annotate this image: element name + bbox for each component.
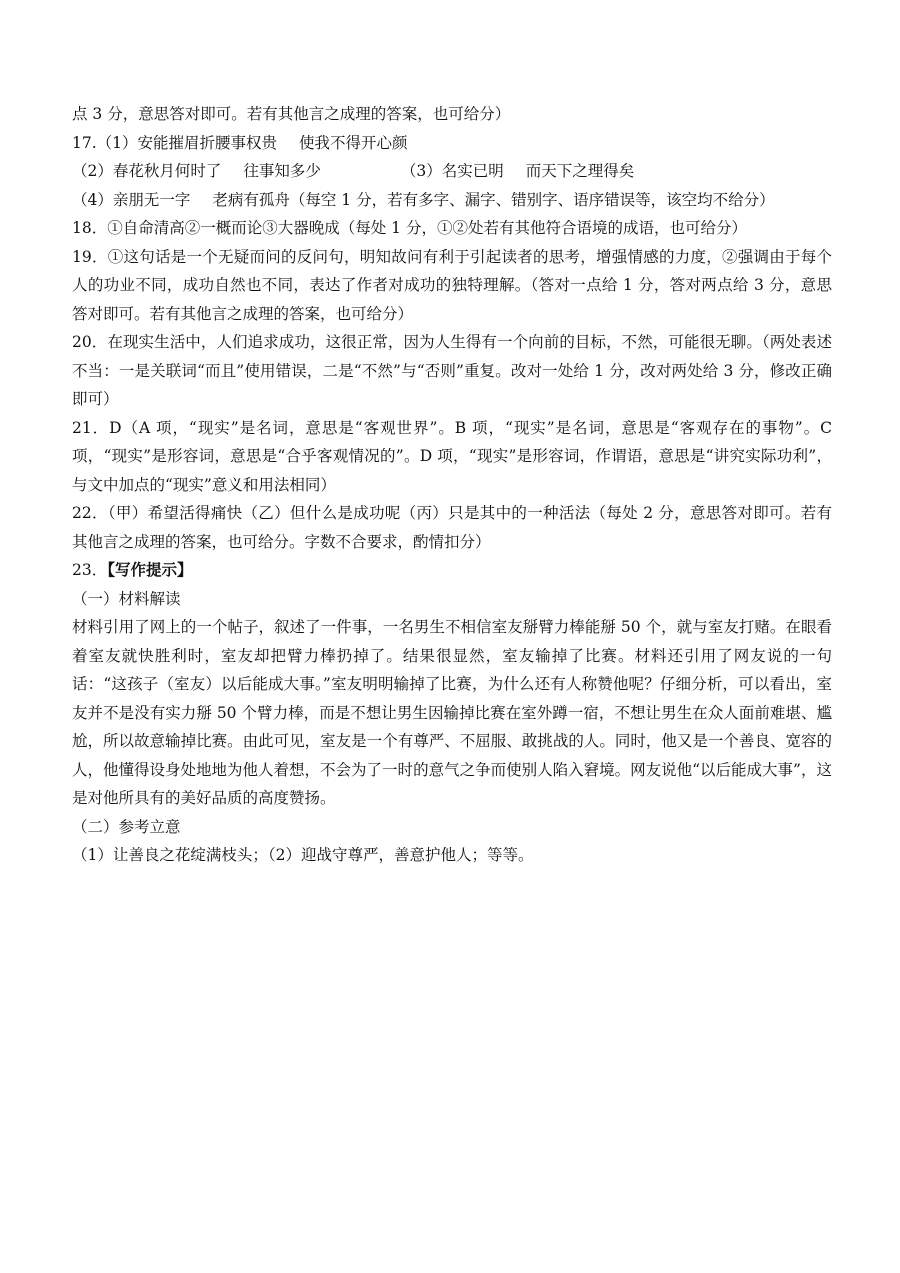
q17-part3-a: （3）名实已明 [400, 162, 504, 180]
q17-part1-b: 使我不得开心颜 [299, 133, 408, 152]
line-continuation: 点 3 分，意思答对即可。若有其他言之成理的答案，也可给分） [72, 105, 511, 123]
q23-title: 【写作提示】 [107, 560, 193, 579]
q23-number: 23． [72, 561, 108, 579]
q23-section-2-heading: （二）参考立意 [72, 817, 181, 836]
q17-line-2 [72, 157, 832, 186]
q22-answer: 22．（甲）希望活得痛快（乙）但什么是成功呢（丙）只是其中的一种活法（每处 2 分，意思答对即可。若有其他言之成理的答案，也可给分。字数不合要求，酌情扣分） [72, 504, 832, 551]
q23-reference-ideas: （1）让善良之花绽满枝头；（2）迎战守尊严，善意护他人；等等。 [72, 846, 534, 864]
q17-part4-a: （4）亲朋无一字 [72, 190, 191, 209]
q17-line-1 [72, 129, 832, 158]
q18-answer: 18．①自命清高②一概而论③大器晚成（每处 1 分，①②处若有其他符合语境的成语，也可给分） [72, 219, 747, 237]
q21-answer: 21．D（A 项，“现实”是名词，意思是“客观世界”。B 项，“现实”是名词，意思是“客观存在的事物”。C 项，“现实”是形容词，意思是“合乎客观情况的”。D 项，“现实”是形容词，作谓语，意思是“讲究实际功利”，与文中加点的“现实”意义和用法相同） [72, 418, 832, 494]
q23-heading [72, 556, 832, 585]
q20-answer: 20．在现实生活中，人们追求成功，这很正常，因为人生得有一个向前的目标，不然，可能很无聊。（两处表述不当：一是关联词“而且”使用错误，二是“不然”与“否则”重复。改对一处给 1 分，改对两处给 3 分，修改正确即可） [72, 333, 832, 408]
q17-part4-b: 老病有孤舟（每空 1 分，若有多字、漏字、错别字、语序错误等，该空均不给分） [212, 190, 775, 209]
answer-key-document [72, 100, 832, 870]
q19-answer: 19．①这句话是一个无疑而问的反问句，明知故问有利于引起读者的思考，增强情感的力度，②强调由于每个人的功业不同，成功自然也不同，表达了作者对成功的独特理解。（答对一点给 1 分，答对两点给 3 分，意思答对即可。若有其他言之成理的答案，也可给分） [72, 247, 832, 323]
q17-line-3 [72, 186, 832, 215]
q23-material-analysis: 材料引用了网上的一个帖子，叙述了一件事，一名男生不相信室友掰臂力棒能掰 50 个，就与室友打赌。在眼看着室友就快胜利时，室友却把臂力棒扔掉了。结果很显然，室友输掉了比赛。材料还引用了网友说的一句话：“这孩子（室友）以后能成大事。”室友明明输掉了比赛，为什么还有人称赞他呢？仔细分析，可以看出，室友并不是没有实力掰 50 个臂力棒，而是不想让男生因输掉比赛在室外蹲一宿，不想让男生在众人面前难堪、尴尬，所以故意输掉比赛。由此可见，室友是一个有尊严、不屈服、敢挑战的人。同时，他又是一个善良、宽容的人，他懂得设身处地地为他人着想，不会为了一时的意气之争而使别人陷入窘境。网友说他“以后能成大事”，这是对他所具有的美好品质的高度赞扬。 [72, 618, 832, 807]
q17-part3-b: 而天下之理得矣 [525, 162, 635, 180]
q17-part2-a: （2）春花秋月何时了 [72, 162, 222, 180]
q17-part1-a: 17.（1）安能摧眉折腰事权贵 [72, 133, 278, 152]
q23-section-1-heading: （一）材料解读 [72, 589, 181, 608]
q17-part2-b: 往事知多少 [243, 162, 321, 180]
